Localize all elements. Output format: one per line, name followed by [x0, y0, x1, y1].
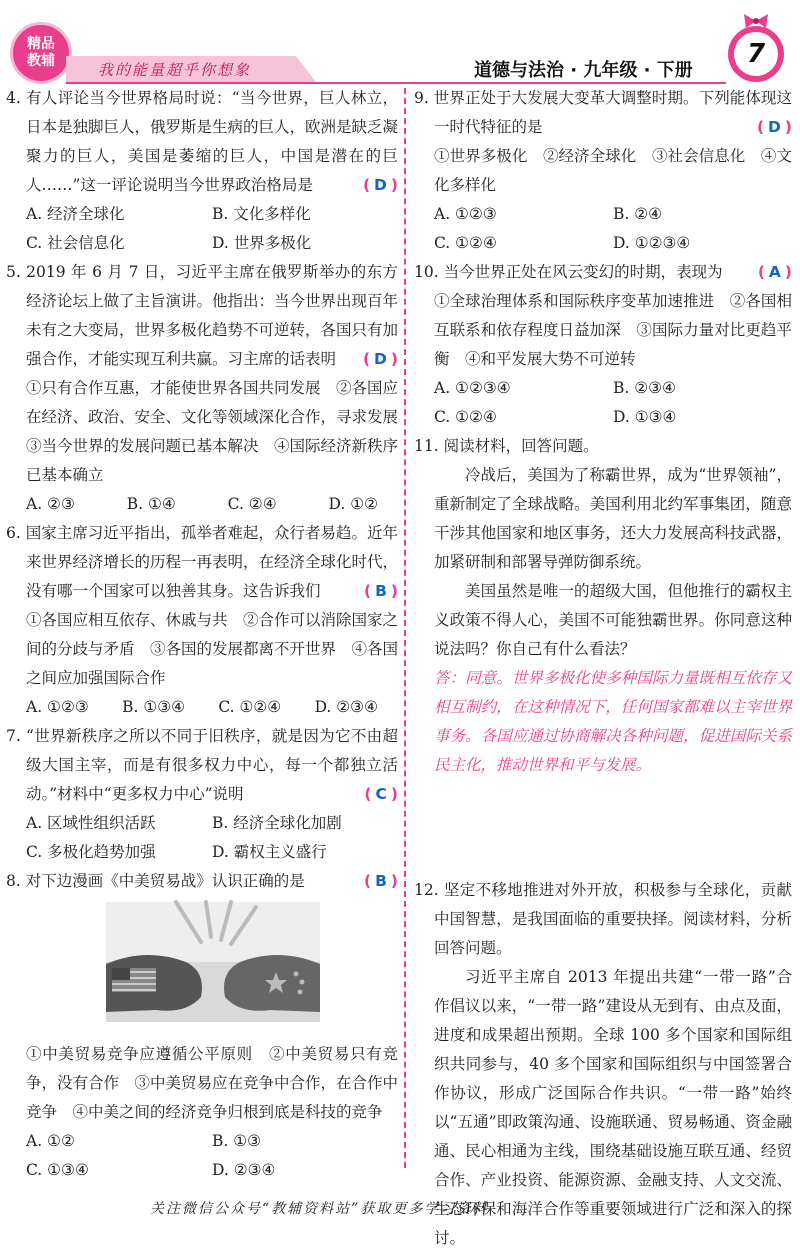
question-8 — [6, 867, 398, 1185]
option-b: B. 经济全球化加剧 — [212, 814, 342, 832]
option-c: C. 社会信息化 — [26, 234, 125, 252]
right-column — [414, 84, 792, 1253]
answer-choice: B — [375, 872, 387, 890]
option-d: D. ①② — [328, 495, 378, 513]
answer-bracket: ( D ) — [362, 350, 398, 368]
option-b: B. ①③ — [212, 1132, 262, 1150]
option-d: D. ②③④ — [314, 698, 378, 716]
answer-choice: D — [374, 350, 387, 368]
option-b: B. ①③④ — [122, 698, 186, 716]
options — [414, 200, 792, 258]
option-a: A. 经济全球化 — [26, 205, 125, 223]
reading-passage-2: 美国虽然是唯一的超级大国，但他推行的霸权主义政策不得人心，美国不可能独霸世界。你同意这种说法吗？你自己有什么看法？ — [434, 582, 792, 658]
answer-choice: B — [375, 582, 387, 600]
trade-war-cartoon — [106, 902, 320, 1022]
answer-bracket: ( D ) — [756, 118, 792, 136]
question-stem: 8. 对下边漫画《中美贸易战》认识正确的是 ( B ) — [6, 867, 398, 896]
column-divider — [404, 88, 406, 1168]
option-a: A. 区域性组织活跃 — [26, 814, 156, 832]
answer-bracket: ( B ) — [363, 872, 398, 890]
option-b: B. ②④ — [613, 205, 663, 223]
reading-passage-1: 冷战后，美国为了称霸世界，成为“世界领袖”，重新制定了全球战略。美国利用北约军事集团，随意干涉其他国家和地区事务，还大力发展高科技武器，加紧研制和部署导弹防御系统。 — [434, 466, 792, 571]
question-12 — [414, 876, 792, 1253]
page-number-badge — [728, 26, 784, 82]
page-number: 7 — [734, 32, 778, 76]
brand-line-2: 教辅 — [27, 53, 55, 69]
cn-glove-icon — [224, 955, 320, 1012]
us-glove-icon — [106, 955, 202, 1012]
statements: ①中美贸易竞争应遵循公平原则 ②中美贸易只有竞争，没有合作 ③中美贸易应在竞争中合作，在合作中竞争 ④中美之间的经济竞争归根到底是科技的竞争 — [26, 1045, 399, 1121]
question-stem: 11. 阅读材料，回答问题。 — [414, 437, 599, 455]
left-column — [6, 84, 414, 1185]
option-b: B. ①④ — [126, 495, 176, 513]
answer-bracket: ( B ) — [363, 582, 398, 600]
option-c: C. 多极化趋势加强 — [26, 843, 156, 861]
statements: ①各国应相互依存、休戚与共 ②合作可以消除国家之间的分歧与矛盾 ③各国的发展都离不开世界 ④各国之间应加强国际合作 — [26, 611, 399, 687]
question-stem: 9. 世界正处于大发展大变革大调整时期。下列能体现这一时代特征的是 ( D ) — [414, 84, 792, 142]
question-11 — [414, 432, 792, 780]
question-stem: 6. 国家主席习近平指出，孤举者难起，众行者易趋。近年来世界经济增长的历程一再表明，在经济全球化时代，没有哪一个国家可以独善其身。这告诉我们 ( B ) — [6, 519, 398, 606]
question-stem: 10. 当今世界正处在风云变幻的时期，表现为 ( A ) — [414, 258, 792, 287]
answer-bracket: ( A ) — [757, 263, 792, 281]
answer-choice: D — [768, 118, 781, 136]
statements: ①只有合作互惠，才能使世界各国共同发展 ②各国应在经济、政治、安全、文化等领域深化合作，寻求发展 ③当今世界的发展问题已基本解决 ④国际经济新秩序已基本确立 — [26, 379, 414, 484]
option-b: B. ②③④ — [613, 379, 676, 397]
brand-line-1: 精品 — [27, 36, 55, 52]
answer-bracket: ( C ) — [364, 785, 398, 803]
option-a: A. ①② — [26, 1132, 75, 1150]
option-d: D. 霸权主义盛行 — [212, 843, 327, 861]
reading-passage: 习近平主席自 2013 年提出共建“一带一路”合作倡议以来，“一带一路”建设从无到有、由点及面，进度和成果超出预期。全球 100 多个国家和国际组织共同参与，40 多个国家和国际组织与中国签署合作协议，形成广泛国际合作共识。“一带一路”始终以“五通”即政策沟通、设施联通、贸易畅通、资金融通、民心相通为主线，围绕基础设施互联互通、经贸合作、产业投资、能源资源、金融支持、人文交流、生态环保和海洋合作等重要领域进行广泛和深入的探讨。 — [434, 968, 792, 1247]
question-6 — [6, 519, 398, 722]
option-a: A. ②③ — [26, 495, 75, 513]
question-5 — [6, 258, 414, 519]
options — [6, 809, 398, 867]
option-a: A. ①②③④ — [434, 379, 511, 397]
option-c: C. ①②④ — [434, 234, 497, 252]
option-d: D. 世界多极化 — [212, 234, 312, 252]
subject-title: 道德与法治 · 九年级 · 下册 — [474, 60, 693, 81]
slogan-text: 我的能量超乎你想象 — [98, 61, 252, 79]
option-c: C. ①②④ — [434, 408, 497, 426]
question-stem: 4. 有人评论当今世界格局时说：“当今世界，巨人林立，日本是独脚巨人，俄罗斯是生病的巨人，欧洲是缺乏凝聚力的巨人，美国是萎缩的巨人，中国是潜在的巨人……”这一评论说明当今世界政治格局是 ( D ) — [6, 84, 398, 200]
option-a: A. ①②③ — [434, 205, 497, 223]
question-stem: 12. 坚定不移地推进对外开放，积极参与全球化，贡献中国智慧，是我国面临的重要抉择。阅读材料，分析回答问题。 — [414, 881, 792, 957]
options — [6, 1127, 398, 1185]
option-c: C. ①②④ — [218, 698, 282, 716]
options — [6, 200, 398, 258]
options — [6, 490, 398, 519]
statements: ①全球治理体系和国际秩序变革加速推进 ②各国相互联系和依存程度日益加深 ③国际力量对比更趋平衡 ④和平发展大势不可逆转 — [434, 292, 792, 368]
options — [414, 374, 792, 432]
question-10 — [414, 258, 792, 432]
answer-choice: D — [374, 176, 387, 194]
footer-note: 关注微信公众号“教辅资料站”获取更多学习资料 — [150, 1201, 489, 1217]
option-b: B. 文化多样化 — [212, 205, 311, 223]
question-4 — [6, 84, 398, 258]
question-9 — [414, 84, 792, 258]
question-stem: 5. 2019 年 6 月 7 日，习近平主席在俄罗斯举办的东方经济论坛上做了主旨演讲。他指出：当今世界出现百年未有之大变局，世界多极化趋势不可逆转，各国只有加强合作，才能实现互利共赢。习主席的话表明 ( D ) — [6, 258, 398, 374]
option-c: C. ①③④ — [26, 1161, 89, 1179]
handwritten-answer: 答：同意。世界多极化使多种国际力量既相互依存又相互制约，在这种情况下，任何国家都难以主宰世界事务。各国应通过协商解决各种问题，促进国际关系民主化，推动世界和平与发展。 — [434, 669, 792, 774]
option-d: D. ①③④ — [613, 408, 677, 426]
question-stem: 7. “世界新秩序之所以不同于旧秩序，就是因为它不由超级大国主宰，而是有很多权力中心，每一个都独立活动。”材料中“更多权力中心”说明 ( C ) — [6, 722, 398, 809]
answer-choice: C — [375, 785, 387, 803]
answer-bracket: ( D ) — [362, 176, 398, 194]
brand-logo — [10, 22, 72, 84]
answer-choice: A — [768, 263, 781, 281]
statements: ①世界多极化 ②经济全球化 ③社会信息化 ④文化多样化 — [434, 147, 792, 194]
option-d: D. ①②③④ — [613, 234, 691, 252]
options — [6, 693, 398, 722]
option-d: D. ②③④ — [212, 1161, 276, 1179]
option-a: A. ①②③ — [26, 698, 89, 716]
question-7 — [6, 722, 398, 867]
option-c: C. ②④ — [227, 495, 277, 513]
